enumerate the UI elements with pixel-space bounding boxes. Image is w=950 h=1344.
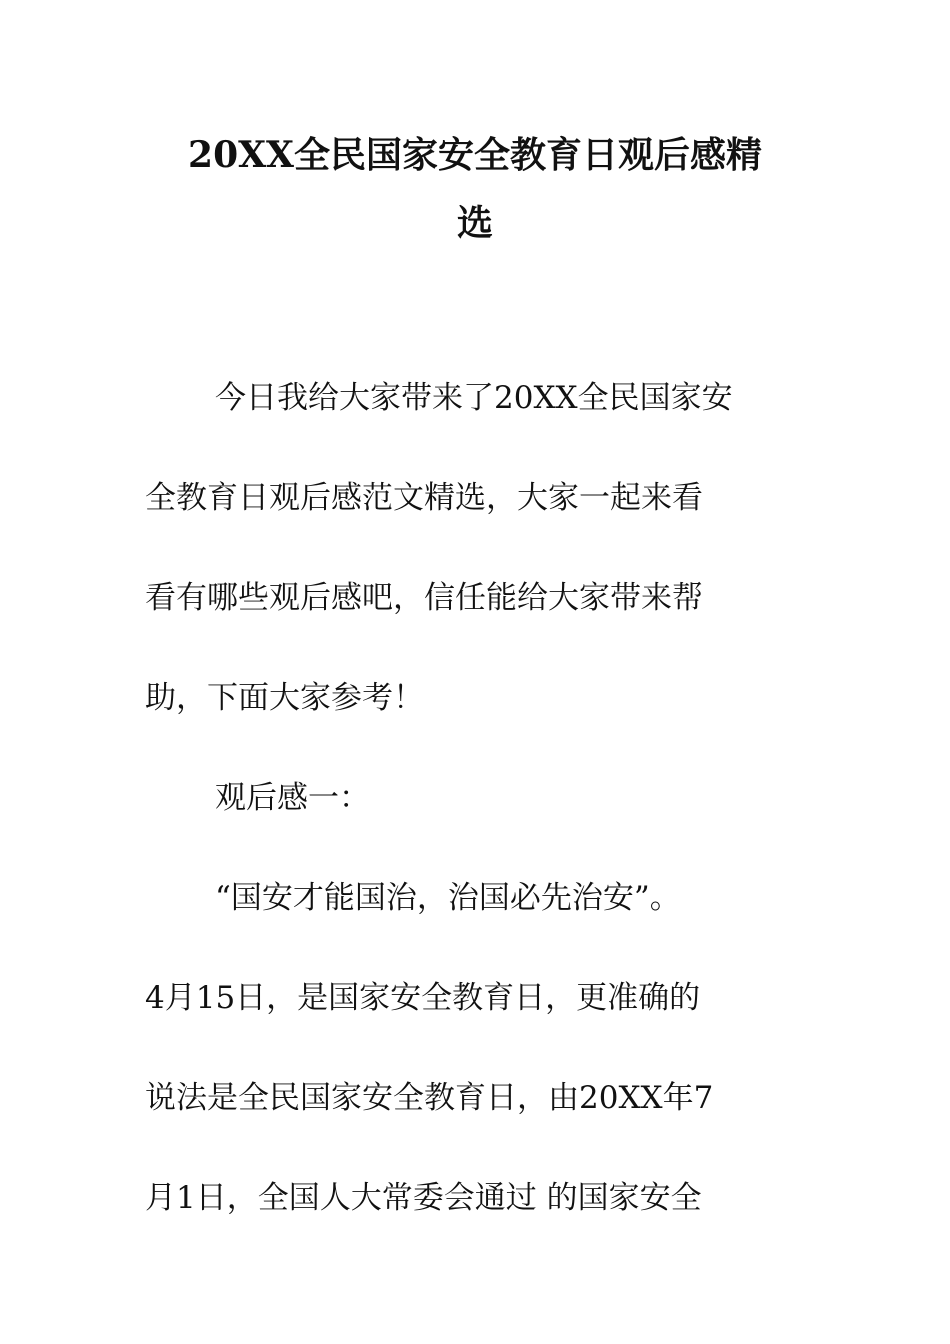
paragraph-intro-line-4: 助，下面大家参考！ bbox=[145, 680, 424, 716]
document-title-line-2: 选 bbox=[456, 202, 493, 244]
paragraph-intro-line-1: 今日我给大家带来了20XX全民国家安 bbox=[215, 380, 733, 416]
paragraph-quote-line-1: “国安才能国治，治国必先治安”。 bbox=[215, 880, 681, 916]
paragraph-body-line-2: 说法是全民国家安全教育日，由20XX年7 bbox=[145, 1080, 714, 1116]
section-heading-review-one: 观后感一： bbox=[215, 780, 370, 816]
paragraph-body-line-3: 月1日，全国人大常委会通过 的国家安全 bbox=[145, 1180, 702, 1216]
paragraph-body-line-1: 4月15日，是国家安全教育日，更准确的 bbox=[145, 980, 701, 1016]
paragraph-intro-line-3: 看有哪些观后感吧，信任能给大家带来帮 bbox=[145, 580, 703, 616]
paragraph-intro-line-2: 全教育日观后感范文精选，大家一起来看 bbox=[145, 480, 703, 516]
document-title-line-1: 20XX全民国家安全教育日观后感精 bbox=[188, 134, 762, 176]
